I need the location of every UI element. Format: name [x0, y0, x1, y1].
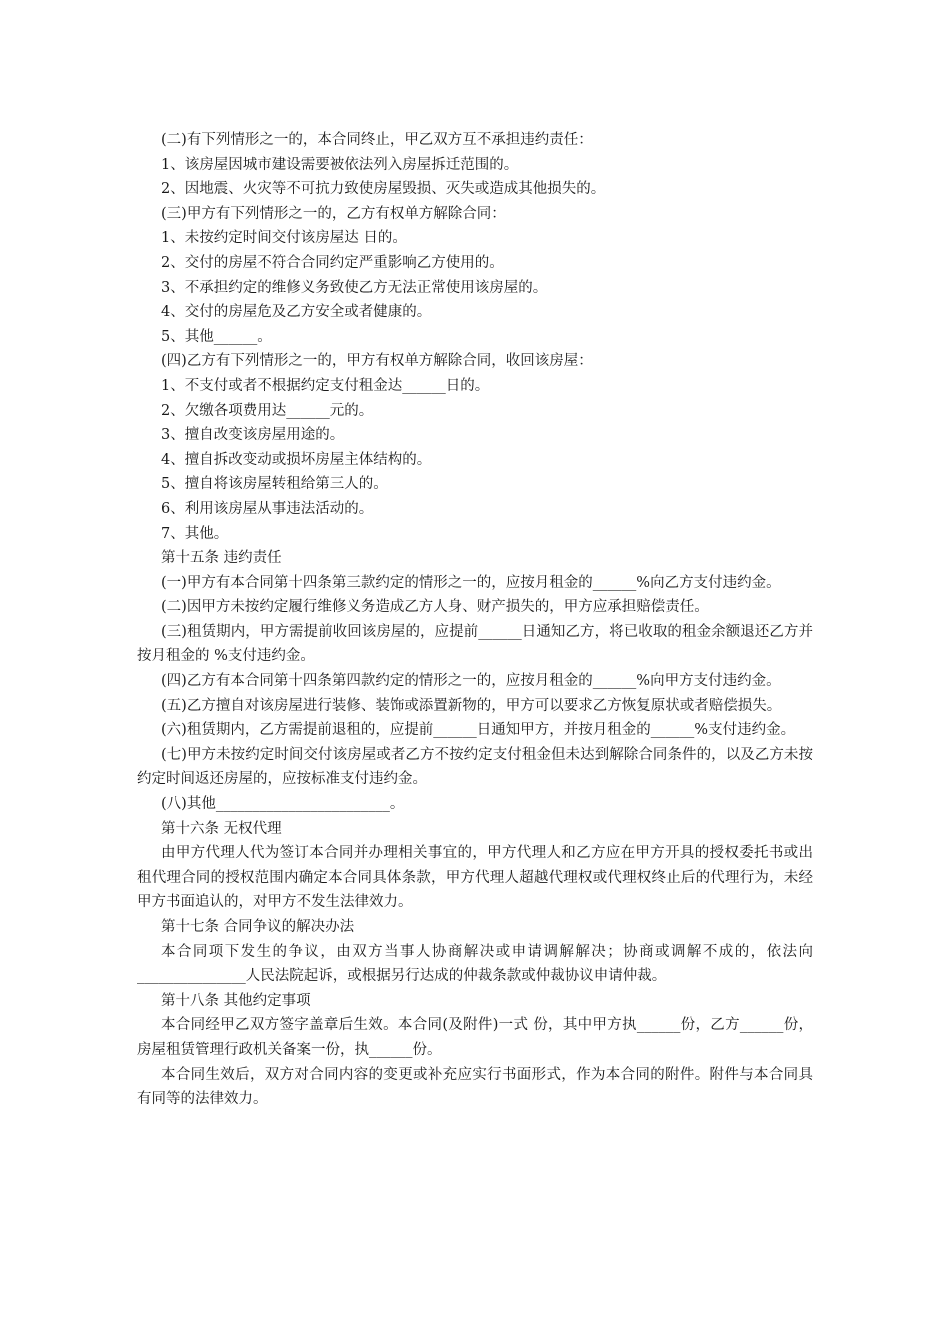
paragraph: 4、擅自拆改变动或损坏房屋主体结构的。 [161, 451, 432, 468]
paragraph: 7、其他。 [161, 525, 229, 542]
paragraph: 5、擅自将该房屋转租给第三人的。 [161, 476, 388, 493]
paragraph: 4、交付的房屋危及乙方安全或者健康的。 [161, 304, 432, 321]
paragraph: 5、其他______。 [161, 328, 272, 345]
paragraph: 2、交付的房屋不符合合同约定严重影响乙方使用的。 [161, 254, 504, 271]
paragraph: (四)乙方有本合同第十四条第四款约定的情形之一的，应按月租金的______%向甲方支付违约金。 [161, 673, 781, 690]
paragraph: 1、该房屋因城市建设需要被依法列入房屋拆迁范围的。 [161, 156, 519, 173]
paragraph: (六)租赁期内，乙方需提前退租的，应提前______日通知甲方，并按月租金的______%支付违约金。 [161, 722, 796, 739]
paragraph: (五)乙方擅自对该房屋进行装修、装饰或添置新物的，甲方可以要求乙方恢复原状或者赔偿损失。 [161, 697, 782, 714]
paragraph: (七)甲方未按约定时间交付该房屋或者乙方不按约定支付租金但未达到解除合同条件的，以及乙方未按约定时间返还房屋的，应按标准支付违约金。 [137, 746, 813, 788]
paragraph: (二)有下列情形之一的，本合同终止，甲乙双方互不承担违约责任： [161, 132, 593, 148]
paragraph: 由甲方代理人代为签订本合同并办理相关事宜的，甲方代理人和乙方应在甲方开具的授权委托书或出租代理合同的授权范围内确定本合同具体条款，甲方代理人超越代理权或代理权终止后的代理行为，未经甲方书面追认的，对甲方不发生法律效力。 [137, 845, 813, 911]
paragraph: (一)甲方有本合同第十四条第三款约定的情形之一的，应按月租金的______%向乙方支付违约金。 [161, 574, 781, 591]
paragraph: (三)甲方有下列情形之一的，乙方有权单方解除合同： [161, 205, 506, 222]
paragraph: (四)乙方有下列情形之一的，甲方有权单方解除合同，收回该房屋： [161, 353, 593, 370]
paragraph: 2、因地震、火灾等不可抗力致使房屋毁损、灭失或造成其他损失的。 [161, 181, 606, 198]
paragraph: 本合同经甲乙双方签字盖章后生效。本合同(及附件)一式 份，其中甲方执______份，乙方______份，房屋租赁管理行政机关备案一份，执______份。 [137, 1017, 813, 1058]
paragraph: (二)因甲方未按约定履行维修义务造成乙方人身、财产损失的，甲方应承担赔偿责任。 [161, 599, 709, 616]
paragraph: (八)其他________________________。 [161, 796, 405, 813]
paragraph: 2、欠缴各项费用达______元的。 [161, 402, 374, 419]
paragraph: 3、不承担约定的维修义务致使乙方无法正常使用该房屋的。 [161, 279, 548, 296]
paragraph: 第十八条 其他约定事项 [161, 992, 311, 1009]
paragraph: 3、擅自改变该房屋用途的。 [161, 427, 345, 444]
paragraph: 1、未按约定时间交付该房屋达 日的。 [161, 230, 407, 247]
paragraph: 本合同项下发生的争议，由双方当事人协商解决或申请调解解决；协商或调解不成的，依法向_______________人民法院起诉，或根据另行达成的仲裁条款或仲裁协议申请仲裁。 [137, 943, 813, 985]
paragraph: 第十五条 违约责任 [161, 550, 282, 567]
paragraph: 第十七条 合同争议的解决办法 [161, 919, 355, 935]
paragraph: 6、利用该房屋从事违法活动的。 [161, 500, 374, 517]
paragraph: 第十六条 无权代理 [161, 820, 282, 837]
paragraph: 本合同生效后，双方对合同内容的变更或补充应实行书面形式，作为本合同的附件。附件与本合同具有同等的法律效力。 [137, 1066, 813, 1108]
paragraph: (三)租赁期内，甲方需提前收回该房屋的，应提前______日通知乙方，将已收取的租金余额退还乙方并按月租金的 %支付违约金。 [137, 623, 813, 665]
paragraph: 1、不支付或者不根据约定支付租金达______日的。 [161, 377, 490, 394]
document-body [137, 128, 813, 1112]
